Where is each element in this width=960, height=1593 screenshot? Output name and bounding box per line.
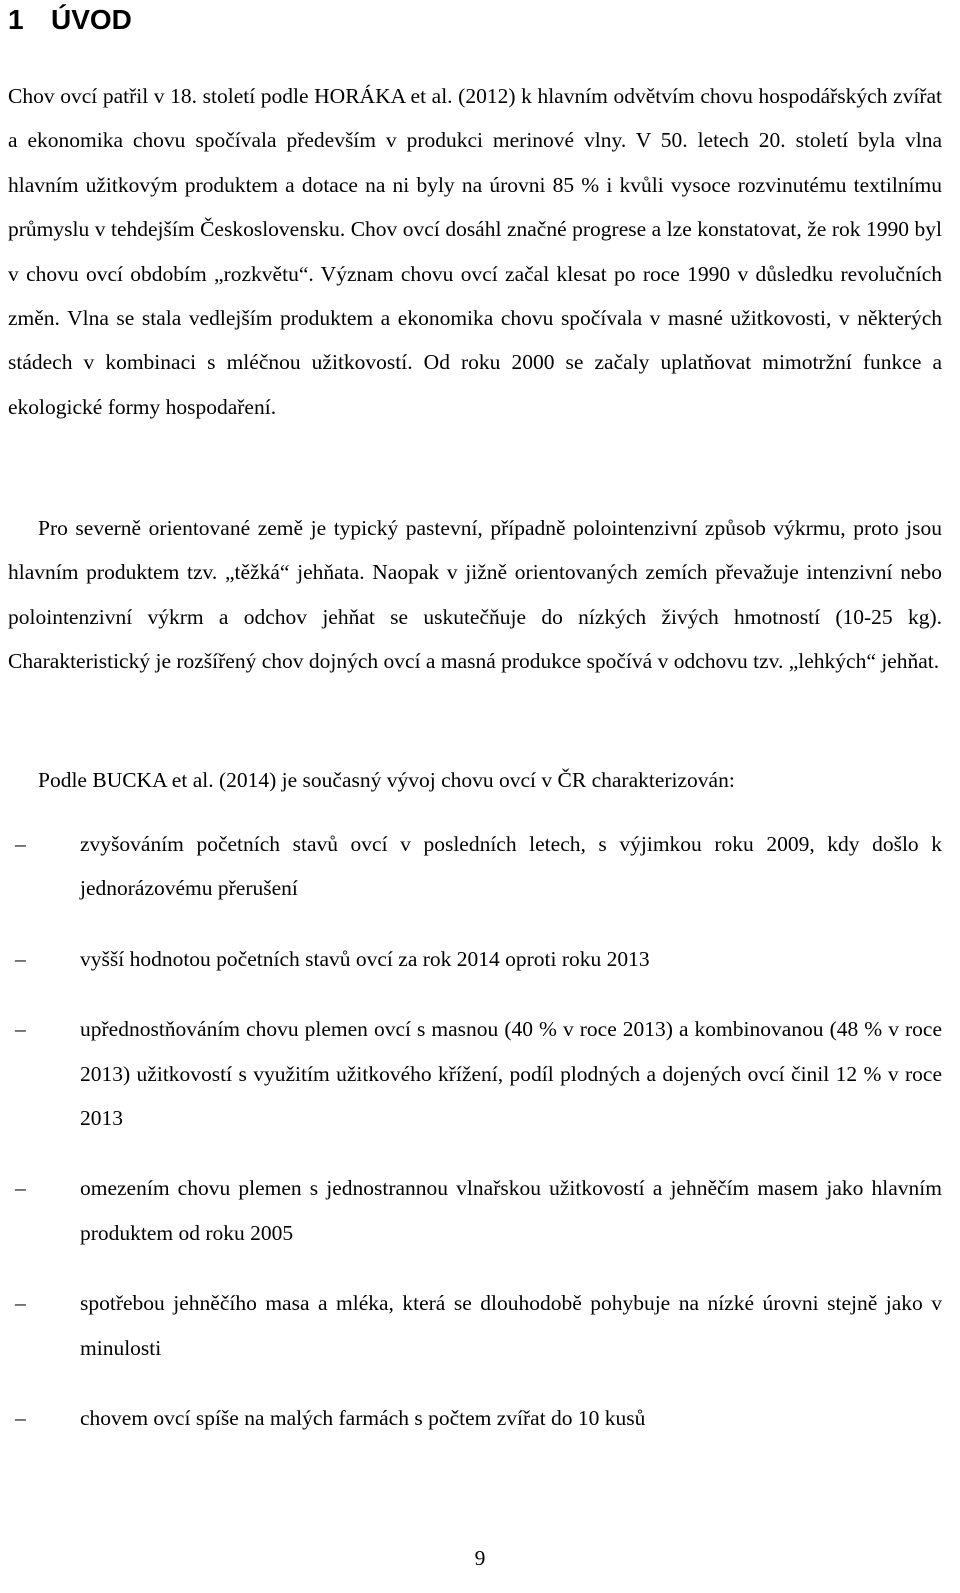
paragraph-list-intro: Podle BUCKA et al. (2014) je současný vývoj chovu ovcí v ČR charakterizován:: [38, 768, 735, 792]
list-bullet: –: [15, 1176, 26, 1201]
list-bullet: –: [15, 1406, 26, 1431]
list-item-text: spotřebou jehněčího masa a mléka, která se dlouhodobě pohybuje na nízké úrovni stejně jako v minulosti: [80, 1291, 942, 1360]
list-bullet: –: [15, 1017, 26, 1042]
list-item-text: omezením chovu plemen s jednostrannou vlnařskou užitkovostí a jehněčím masem jako hlavním produktem od roku 2005: [80, 1176, 942, 1245]
list-item: [8, 1281, 942, 1370]
list-item: [8, 822, 942, 911]
chapter-title: ÚVOD: [51, 4, 132, 35]
paragraph-fattening: Pro severně orientované země je typický pastevní, případně polointenzivní způsob výkrmu, proto jsou hlavním produktem tzv. „těžká“ jehňata. Naopak v jižně orientovaných zemích převažuje intenzivní nebo polointenzivní výkrm a odchov jehňat se uskutečňuje do nízkých živých hmotností (10-25 kg). Charakteristický je rozšířený chov dojných ovcí a masná produkce spočívá v odchovu tzv. „lehkých“ jehňat.: [8, 516, 942, 674]
list-item: [8, 1007, 942, 1140]
page-number: 9: [474, 1546, 486, 1570]
chapter-heading: [8, 2, 132, 38]
list-item-text: upřednostňováním chovu plemen ovcí s masnou (40 % v roce 2013) a kombinovanou (48 % v roce 2013) užitkovostí s využitím užitkového křížení, podíl plodných a dojených ovcí činil 12 % v roce 2013: [80, 1017, 942, 1131]
list-item-text: zvyšováním početních stavů ovcí v posledních letech, s výjimkou roku 2009, kdy došlo k jednorázovému přerušení: [80, 832, 942, 901]
list-bullet: –: [15, 832, 26, 856]
list-item-text: chovem ovcí spíše na malých farmách s počtem zvířat do 10 kusů: [80, 1406, 646, 1431]
list-bullet: –: [15, 1291, 26, 1316]
paragraph-history: Chov ovcí patřil v 18. století podle HORÁKA et al. (2012) k hlavním odvětvím chovu hospodářských zvířat a ekonomika chovu spočívala především v produkci merinové vlny. V 50. letech 20. století byla vlna hlavním užitkovým produktem a dotace na ni byly na úrovni 85 % i kvůli vysoce rozvinutému textilnímu průmyslu v tehdejším Československu. Chov ovcí dosáhl značné progrese a lze konstatovat, že rok 1990 byl v chovu ovcí obdobím „rozkvětu“. Význam chovu ovcí začal klesat po roce 1990 v důsledku revolučních změn. Vlna se stala vedlejším produktem a ekonomika chovu spočívala v masné užitkovosti, v některých stádech v kombinaci s mléčnou užitkovostí. Od roku 2000 se začaly uplatňovat mimotržní funkce a ekologické formy hospodaření.: [8, 84, 942, 419]
trend-list: [8, 822, 942, 1466]
list-item: [8, 1396, 942, 1440]
list-item: [8, 937, 942, 981]
chapter-number: 1: [8, 4, 24, 35]
list-bullet: –: [15, 946, 26, 971]
list-item: [8, 1166, 942, 1255]
list-item-text: vyšší hodnotou početních stavů ovcí za rok 2014 oproti roku 2013: [80, 946, 650, 971]
